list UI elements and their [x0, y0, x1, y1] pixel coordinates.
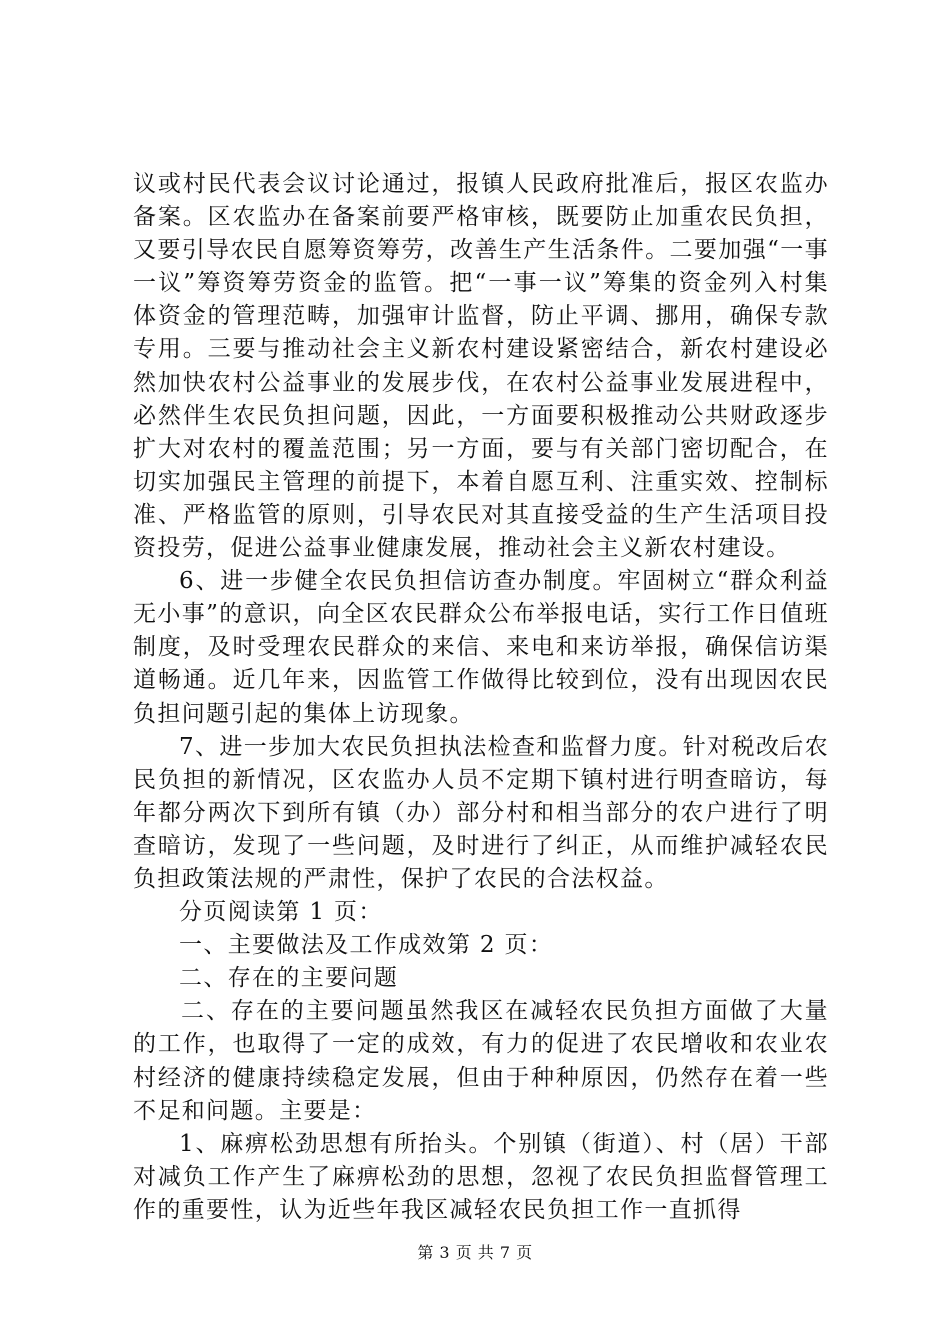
section-heading: 二、存在的主要问题 — [179, 965, 399, 992]
page-footer — [0, 1240, 950, 1263]
paragraph-item-7: 7、进一步加大农民负担执法检查和监督力度。针对税改后农民负担的新情况，区农监办人员不定期下镇村进行明查暗访，每年都分两次下到所有镇（办）部分村和相当部分的农户进行了明查暗访，发现了一些问题，及时进行了纠正，从而维护减轻农民负担政策法规的严肃性，保护了农民的合法权益。 — [133, 733, 829, 892]
page-nav-line-1: 分页阅读第 1 页： — [179, 899, 383, 926]
paragraph-item-1: 1、麻痹松劲思想有所抬头。个别镇（街道）、村（居）干部对减负工作产生了麻痹松劲的思想，忽视了农民负担监督管理工作的重要性，认为近些年我区减轻农民负担工作一直抓得 — [133, 1130, 829, 1223]
paragraph-continuation: 议或村民代表会议讨论通过，报镇人民政府批准后，报区农监办备案。区农监办在备案前要严格审核，既要防止加重农民负担，又要引导农民自愿筹资筹劳，改善生产生活条件。二要加强“一事一议”筹资筹劳资金的监管。把“一事一议”筹集的资金列入村集体资金的管理范畴，加强审计监督，防止平调、挪用，确保专款专用。三要与推动社会主义新农村建设紧密结合，新农村建设必然加快农村公益事业的发展步伐，在农村公益事业发展进程中，必然伴生农民负担问题，因此，一方面要积极推动公共财政逐步扩大对农村的覆盖范围；另一方面，要与有关部门密切配合，在切实加强民主管理的前提下，本着自愿互利、注重实效、控制标准、严格监管的原则，引导农民对其直接受益的生产生活项目投资投劳，促进公益事业健康发展，推动社会主义新农村建设。 — [133, 171, 829, 562]
paragraph-item-6: 6、进一步健全农民负担信访查办制度。牢固树立“群众利益无小事”的意识，向全区农民群众公布举报电话，实行工作日值班制度，及时受理农民群众的来信、来电和来访举报，确保信访渠道畅通。近几年来，因监管工作做得比较到位，没有出现因农民负担问题引起的集体上访现象。 — [133, 568, 829, 727]
page-nav-line-2: 一、主要做法及工作成效第 2 页： — [179, 932, 554, 959]
document-body — [133, 168, 829, 1227]
page-indicator: 第 3 页 共 7 页 — [417, 1243, 533, 1262]
paragraph-section-intro: 二、存在的主要问题虽然我区在减轻农民负担方面做了大量的工作，也取得了一定的成效，有力的促进了农民增收和农业农村经济的健康持续稳定发展，但由于种种原因，仍然存在着一些不足和问题。主要是： — [133, 998, 829, 1124]
